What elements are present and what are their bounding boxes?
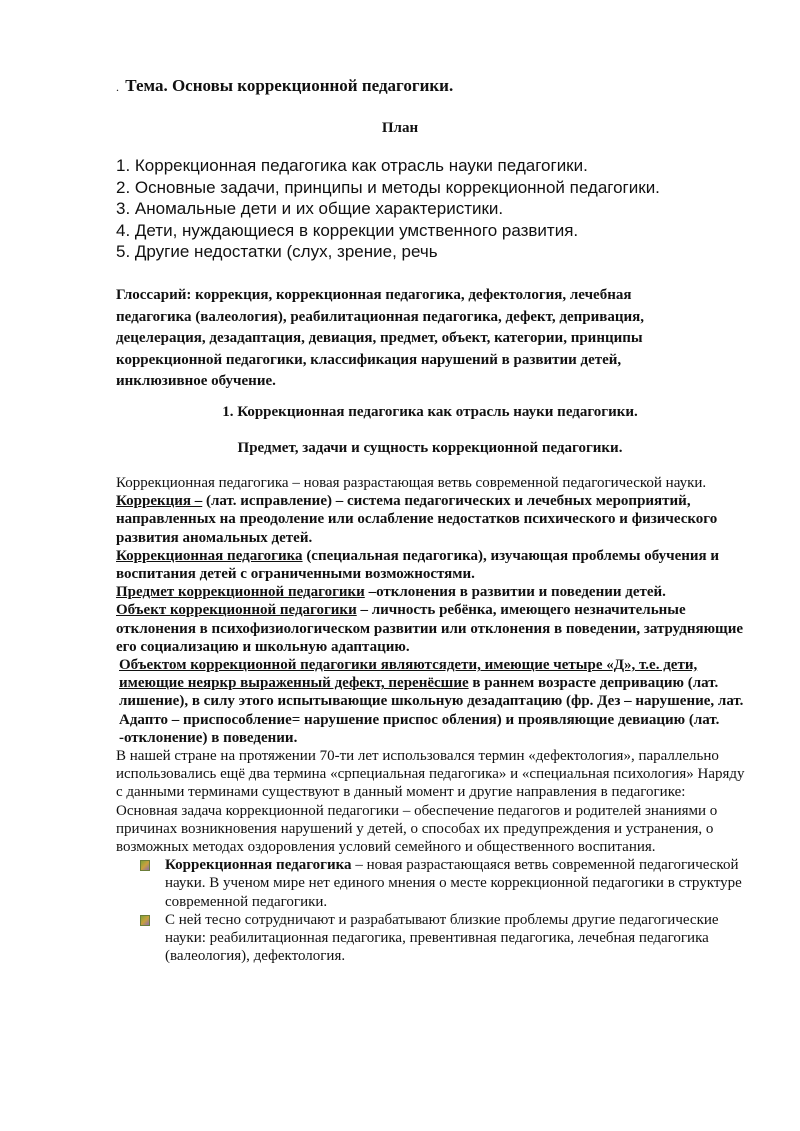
bullet-icon [140,915,150,926]
subject-def: –отклонения в развитии и поведении детей. [364,584,666,601]
bullet-icon [140,860,150,871]
bullet-bold: Коррекционная педагогика [165,857,352,874]
objects-underlined: Объектом коррекционной педагогики являютсядети, имеющие четыре «Д», т.е. дети, имеющие неяркр выраженный дефект, перенёсшие [119,657,698,692]
body-text [116,474,752,965]
objects-paragraph [116,656,752,747]
corr-ped-definition [116,547,752,583]
corr-ped-term: Коррекционная педагогика [116,547,303,564]
plan-item: 5. Другие недостатки (слух, зрение, речь [116,242,438,261]
glossary-paragraph: Глоссарий: коррекция, коррекционная педагогика, дефектология, лечебная педагогика (валеология), реабилитационная педагогика, дефект, депривация, децелерация, дезадаптация, девиация, предмет, объект, категории, принципы коррекционной педагогики, классификация нарушений в развитии детей, инклюзивное обучение. [116,287,644,389]
subject-term: Предмет коррекционной педагогики [116,584,365,601]
plan-item: 3. Аномальные дети и их общие характеристики. [116,199,504,218]
page-title [116,76,453,96]
objects-rest: в раннем возрасте депривацию (лат. лишение), в силу этого испытывающие школьную дезадаптацию (фр. Дез – нарушение, лат. Адапто – приспособление= нарушение приспос обления) и проявляющие девиацию (лат. -отклонение) в поведении. [119,675,744,746]
list-item [162,856,752,911]
title-text: Тема. Основы коррекционной педагогики. [125,76,454,95]
bullet-text: – новая разрастающаяся ветвь современной педагогической науки. В ученом мире нет единого мнения о месте коррекционной педагогики в структуре современной педагогики. [165,857,742,910]
plan-list [116,155,660,263]
object-def: – личность ребёнка, имеющего незначительные отклонения в психофизиологическом развитии или отклонения в поведении, затрудняющие его социализацию и школьную адаптацию. [116,602,744,655]
plan-item: 4. Дети, нуждающиеся в коррекции умственного развития. [116,220,579,240]
list-item [162,911,752,966]
title-dot: . [116,80,119,94]
bullet-list [116,856,752,965]
plan-item: 1. Коррекционная педагогика как отрасль науки педагогики. [116,156,588,175]
plan-heading: План [381,120,419,136]
section-heading: 1. Коррекционная педагогика как отрасль науки педагогики. [222,404,638,420]
section-subheading: Предмет, задачи и сущность коррекционной педагогики. [237,440,623,456]
corr-ped-def: (специальная педагогика), изучающая проблемы обучения и воспитания детей с ограниченными возможностями. [116,547,720,583]
correction-term: Коррекция – [116,493,203,510]
plan-item: 2. Основные задачи, принципы и методы коррекционной педагогики. [116,177,660,197]
main-task-paragraph: Основная задача коррекционной педагогики – обеспечение педагогов и родителей знаниями о причинах возникновения нарушений у детей, о способах их предупреждения и устранения, о возможных методах оздоровления условий семейного и общественного воспитания. [116,802,718,856]
correction-def: (лат. исправление) – система педагогических и лечебных мероприятий, направленных на преодоление или ослабление недостатков психического и физического развития аномальных детей. [116,493,718,546]
intro-paragraph: Коррекционная педагогика – новая разрастающая ветвь современной педагогической науки. [116,475,707,491]
subject-definition [116,583,752,601]
object-term: Объект коррекционной педагогики [116,602,357,619]
bullet-text: С ней тесно сотрудничают и разрабатывают близкие проблемы другие педагогические науки: реабилитационная педагогика, превентивная педагогика, лечебная педагогика (валеология), дефектология. [165,911,719,965]
correction-definition [116,492,752,547]
object-definition [116,601,752,656]
history-paragraph: В нашей стране на протяжении 70-ти лет использовался термин «дефектология», параллельно использовались ещё два термина «српециальная педагогика» и «специальная психология» Наряду с данными терминами существуют в данный момент и другие направления в педагогике: [116,748,745,801]
